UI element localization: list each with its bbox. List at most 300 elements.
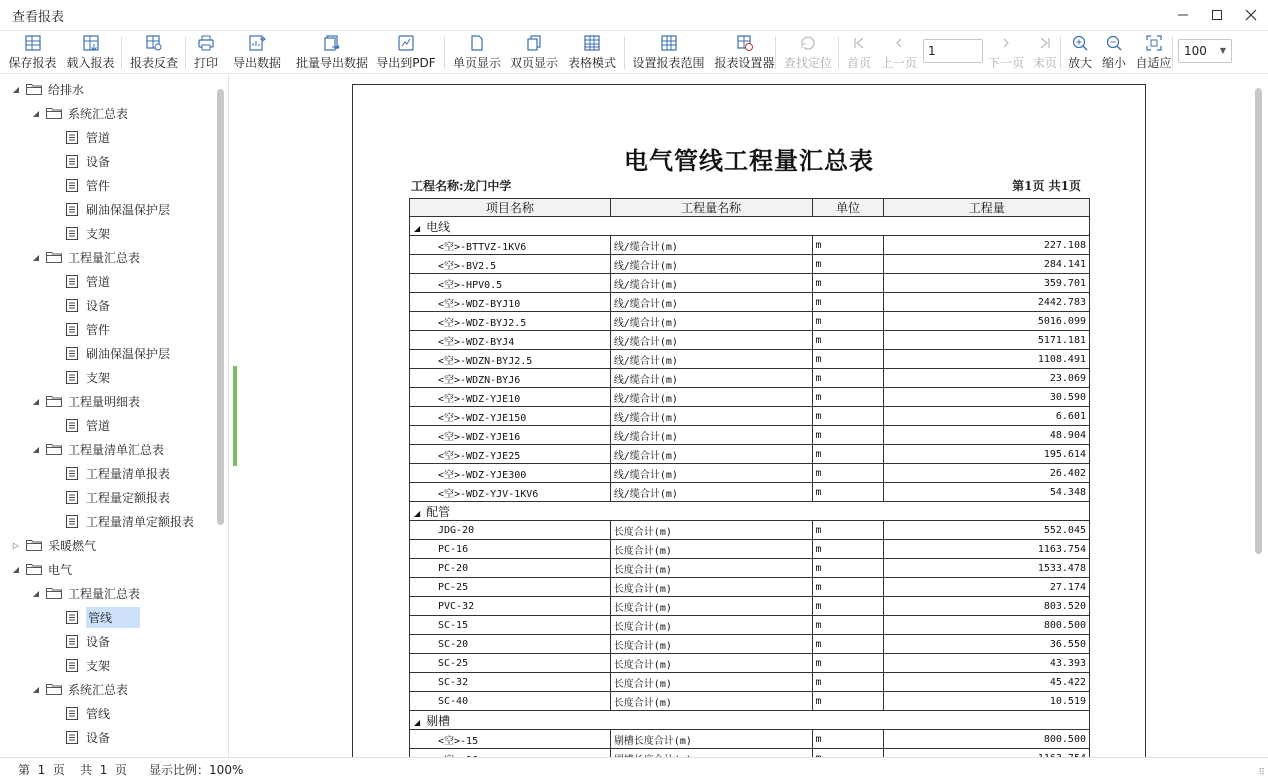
report-lookup-button[interactable]: [128, 33, 180, 73]
col-header-quantity-name: 工程量名称: [610, 199, 812, 217]
expanded-arrow-icon[interactable]: ◢: [32, 252, 40, 262]
tree-report-item[interactable]: [66, 366, 110, 388]
tree-item-label: 管件: [86, 322, 111, 337]
cell-unit: m: [812, 236, 884, 255]
report-row: [410, 483, 1090, 502]
tree-item-label: 工程量汇总表: [68, 586, 141, 601]
document-icon: [66, 659, 78, 672]
cell-item-name: <空>-BV2.5: [410, 255, 611, 274]
tree-item-label: 工程量明细表: [68, 394, 141, 409]
report-group-cell: [410, 502, 1090, 521]
last-page-icon: [1035, 33, 1055, 53]
cell-item-name: SC-40: [410, 692, 611, 711]
toolbar-button-label: 载入报表: [66, 56, 115, 70]
document-icon: [66, 731, 78, 744]
prev-page-button[interactable]: [880, 33, 918, 73]
toolbar-button-label: 导出到PDF: [376, 56, 436, 70]
cell-unit: m: [812, 445, 884, 464]
cell-item-name: <空>-WDZN-BYJ6: [410, 369, 611, 388]
print-icon: [196, 33, 216, 53]
cell-quantity: 1533.478: [884, 559, 1090, 578]
tree-report-item[interactable]: [66, 462, 170, 484]
tree-item-label: 工程量汇总表: [68, 250, 141, 265]
export-pdf-icon: [396, 33, 416, 53]
expanded-arrow-icon[interactable]: ◢: [12, 84, 20, 94]
cell-quantity: 48.904: [884, 426, 1090, 445]
cell-unit: m: [812, 730, 884, 749]
cell-item-name: <空>-WDZN-BYJ2.5: [410, 350, 611, 369]
cell-quantity: 5016.099: [884, 312, 1090, 331]
report-row: [410, 654, 1090, 673]
report-range-button[interactable]: [632, 33, 705, 73]
window-controls: [1166, 0, 1268, 30]
cell-item-name: <空>-WDZ-BYJ4: [410, 331, 611, 350]
toolbar-button-label: 双页显示: [509, 56, 558, 70]
cell-quantity: 43.393: [884, 654, 1090, 673]
toolbar-button-label: 保存报表: [8, 56, 57, 70]
cell-unit: m: [812, 255, 884, 274]
cell-quantity-name: 长度合计(m): [610, 616, 812, 635]
find-locate-icon: [798, 33, 818, 53]
cell-quantity-name: 线/缆合计(m): [610, 255, 812, 274]
toolbar-button-label: 查找定位: [783, 56, 832, 70]
status-zoom-ratio: 显示比例：100%: [149, 763, 244, 777]
save-report-button[interactable]: [8, 33, 57, 73]
status-page: 第 1 页 共 1 页: [18, 763, 128, 777]
cell-quantity-name: 剔槽长度合计(m): [610, 730, 812, 749]
cell-unit: m: [812, 331, 884, 350]
report-row: [410, 407, 1090, 426]
single-page-icon: [467, 33, 487, 53]
document-icon: [66, 179, 78, 192]
tree-item-label: 采暖燃气: [48, 538, 97, 553]
tree-item-label: 刷油保温保护层: [86, 202, 171, 217]
cell-quantity: 30.590: [884, 388, 1090, 407]
tree-folder[interactable]: [10, 534, 96, 556]
report-row: [410, 673, 1090, 692]
tree-item-label: 设备: [86, 298, 111, 313]
tree-item-label: 管道: [86, 418, 111, 433]
cell-quantity-name: 线/缆合计(m): [610, 293, 812, 312]
panel-splitter[interactable]: [233, 366, 237, 466]
expanded-arrow-icon[interactable]: ◢: [32, 588, 40, 598]
prev-page-icon: [889, 33, 909, 53]
cell-quantity: 23.069: [884, 369, 1090, 388]
report-page-info: 第1页 共1页: [1012, 179, 1081, 193]
document-icon: [66, 347, 78, 360]
folder-icon: [46, 683, 62, 695]
cell-quantity-name: 线/缆合计(m): [610, 274, 812, 293]
tree-folder[interactable]: [30, 582, 140, 604]
tree-item-label: 管道: [86, 130, 111, 145]
cell-quantity-name: 线/缆合计(m): [610, 369, 812, 388]
cell-item-name: <空>-WDZ-YJE150: [410, 407, 611, 426]
cell-quantity: 45.422: [884, 673, 1090, 692]
document-icon: [66, 203, 78, 216]
tree-report-item[interactable]: [66, 174, 110, 196]
cell-item-name: SC-32: [410, 673, 611, 692]
maximize-icon[interactable]: [1200, 0, 1234, 30]
cell-quantity-name: 长度合计(m): [610, 692, 812, 711]
tree-report-item[interactable]: [66, 150, 110, 172]
cell-item-name: PC-20: [410, 559, 611, 578]
report-row: [410, 559, 1090, 578]
cell-unit: m: [812, 673, 884, 692]
toolbar-button-label: 导出数据: [232, 56, 281, 70]
close-icon[interactable]: [1234, 0, 1268, 30]
document-icon: [66, 371, 78, 384]
folder-icon: [46, 251, 62, 263]
cell-unit: m: [812, 616, 884, 635]
col-header-quantity: 工程量: [884, 199, 1090, 217]
export-data-button[interactable]: [232, 33, 282, 73]
toolbar-button-label: 自适应: [1135, 56, 1172, 70]
tree-folder[interactable]: [30, 678, 128, 700]
single-page-button[interactable]: [452, 33, 502, 73]
cell-item-name: <空>-15: [410, 730, 611, 749]
group-collapse-icon[interactable]: ◢: [414, 717, 421, 727]
toolbar-button-label: 放大: [1067, 56, 1092, 70]
cell-unit: m: [812, 540, 884, 559]
cell-unit: m: [812, 654, 884, 673]
report-row: [410, 616, 1090, 635]
next-page-icon: [996, 33, 1016, 53]
document-icon: [66, 299, 78, 312]
group-collapse-icon[interactable]: ◢: [414, 508, 421, 518]
tree-item-label: 支架: [86, 226, 111, 241]
tree-report-item[interactable]: [66, 630, 110, 652]
tree-report-item[interactable]: [66, 702, 110, 724]
cell-quantity: 2442.783: [884, 293, 1090, 312]
tree-item-label: 工程量清单报表: [86, 466, 171, 481]
load-report-button[interactable]: [66, 33, 115, 73]
next-page-button[interactable]: [987, 33, 1025, 73]
tree-report-item[interactable]: [66, 294, 110, 316]
cell-unit: m: [812, 388, 884, 407]
cell-unit: m: [812, 483, 884, 502]
cell-unit: m: [812, 559, 884, 578]
collapsed-arrow-icon[interactable]: ▷: [12, 540, 20, 550]
report-group-row[interactable]: [410, 711, 1090, 730]
table-mode-icon: [582, 33, 602, 53]
report-settings-button[interactable]: [713, 33, 776, 73]
report-group-cell: [410, 711, 1090, 730]
cell-unit: m: [812, 464, 884, 483]
report-row: [410, 312, 1090, 331]
tree-item-label: 管线: [86, 706, 111, 721]
cell-item-name: <空>-HPV0.5: [410, 274, 611, 293]
tree-folder[interactable]: [30, 438, 164, 460]
expanded-arrow-icon[interactable]: ◢: [32, 108, 40, 118]
page-number-input[interactable]: [923, 39, 983, 63]
cell-quantity: 27.174: [884, 578, 1090, 597]
folder-icon: [46, 587, 62, 599]
document-icon: [66, 227, 78, 240]
cell-quantity-name: 长度合计(m): [610, 540, 812, 559]
toolbar-button-label: 末页: [1032, 56, 1057, 70]
expanded-arrow-icon[interactable]: ◢: [32, 444, 40, 454]
cell-unit: m: [812, 350, 884, 369]
cell-quantity: 5171.181: [884, 331, 1090, 350]
tree-report-item[interactable]: [66, 654, 110, 676]
batch-export-icon: [322, 33, 342, 53]
tree-item-label: 系统汇总表: [68, 106, 129, 121]
tree-item-label: 设备: [86, 154, 111, 169]
report-row: [410, 730, 1090, 749]
report-group-cell: [410, 217, 1090, 236]
cell-item-name: <空>-BTTVZ-1KV6: [410, 236, 611, 255]
batch-export-button[interactable]: [295, 33, 369, 73]
tree-item-label: 系统汇总表: [68, 682, 129, 697]
save-report-icon: [23, 33, 43, 53]
cell-item-name: SC-15: [410, 616, 611, 635]
document-icon: [66, 491, 78, 504]
report-range-icon: [659, 33, 679, 53]
cell-item-name: PC-16: [410, 540, 611, 559]
tree-report-item[interactable]: [66, 726, 110, 748]
cell-item-name: JDG-20: [410, 521, 611, 540]
cell-unit: m: [812, 635, 884, 654]
report-row: [410, 464, 1090, 483]
tree-report-item[interactable]: [66, 198, 170, 220]
group-collapse-icon[interactable]: ◢: [414, 223, 421, 233]
cell-unit: m: [812, 521, 884, 540]
report-row: [410, 255, 1090, 274]
cell-item-name: <空>-WDZ-YJE25: [410, 445, 611, 464]
tree-folder[interactable]: [10, 558, 72, 580]
cell-quantity: 800.500: [884, 616, 1090, 635]
tree-folder[interactable]: [30, 102, 128, 124]
report-row: [410, 331, 1090, 350]
cell-quantity: 54.348: [884, 483, 1090, 502]
report-group-name: 电线: [426, 219, 451, 234]
cell-quantity-name: 线/缆合计(m): [610, 464, 812, 483]
cell-unit: m: [812, 274, 884, 293]
tree-folder[interactable]: [10, 78, 84, 100]
zoom-out-icon: [1104, 33, 1124, 53]
toolbar-separator: [838, 37, 839, 69]
tree-report-item[interactable]: [66, 222, 110, 244]
zoom-in-button[interactable]: [1067, 33, 1093, 73]
report-page: [352, 84, 1146, 774]
tree-item-label: 设备: [86, 634, 111, 649]
cell-item-name: <空>-WDZ-BYJ10: [410, 293, 611, 312]
cell-quantity: 800.500: [884, 730, 1090, 749]
cell-quantity-name: 长度合计(m): [610, 578, 812, 597]
cell-quantity: 195.614: [884, 445, 1090, 464]
report-scrollbar[interactable]: [1255, 88, 1262, 554]
report-row: [410, 521, 1090, 540]
toolbar-button-label: 报表反查: [129, 56, 178, 70]
tree-report-item[interactable]: [66, 606, 140, 628]
double-page-icon: [524, 33, 544, 53]
cell-quantity: 26.402: [884, 464, 1090, 483]
report-row: [410, 274, 1090, 293]
report-group-row[interactable]: [410, 217, 1090, 236]
double-page-button[interactable]: [509, 33, 559, 73]
cell-quantity-name: 长度合计(m): [610, 673, 812, 692]
cell-quantity: 6.601: [884, 407, 1090, 426]
cell-quantity-name: 长度合计(m): [610, 521, 812, 540]
tree-report-item[interactable]: [66, 486, 170, 508]
cell-quantity: 10.519: [884, 692, 1090, 711]
minimize-icon[interactable]: [1166, 0, 1200, 30]
toolbar-button-label: 缩小: [1101, 56, 1126, 70]
tree-item-label: 刷油保温保护层: [86, 346, 171, 361]
tree-report-item[interactable]: [66, 342, 170, 364]
load-report-icon: [81, 33, 101, 53]
first-page-button[interactable]: [846, 33, 872, 73]
export-pdf-button[interactable]: [376, 33, 436, 73]
toolbar-button-label: 设置报表范围: [632, 56, 705, 70]
resize-grip-icon[interactable]: ⠿: [1258, 768, 1264, 778]
tree-item-label: 管线: [86, 607, 140, 628]
cell-quantity-name: 长度合计(m): [610, 597, 812, 616]
tree-report-item[interactable]: [66, 126, 110, 148]
print-button[interactable]: [193, 33, 219, 73]
document-icon: [66, 467, 78, 480]
cell-quantity-name: 线/缆合计(m): [610, 331, 812, 350]
document-icon: [66, 419, 78, 432]
cell-quantity-name: 长度合计(m): [610, 559, 812, 578]
cell-quantity: 227.108: [884, 236, 1090, 255]
report-row: [410, 578, 1090, 597]
window-title: 查看报表: [12, 9, 65, 25]
tree-item-label: 管道: [86, 274, 111, 289]
cell-quantity-name: 线/缆合计(m): [610, 483, 812, 502]
cell-item-name: PC-25: [410, 578, 611, 597]
expanded-arrow-icon[interactable]: ◢: [32, 396, 40, 406]
tree-item-label: 管件: [86, 178, 111, 193]
cell-unit: m: [812, 293, 884, 312]
folder-icon: [26, 563, 42, 575]
cell-unit: m: [812, 578, 884, 597]
document-icon: [66, 635, 78, 648]
report-row: [410, 293, 1090, 312]
title-bar: [0, 0, 1268, 30]
zoom-out-button[interactable]: [1101, 33, 1127, 73]
tree-report-item[interactable]: [66, 510, 194, 532]
report-row: [410, 426, 1090, 445]
folder-icon: [26, 83, 42, 95]
toolbar-button-label: 表格模式: [567, 56, 616, 70]
toolbar-button-label: 上一页: [880, 56, 917, 70]
report-settings-icon: [735, 33, 755, 53]
tree-folder[interactable]: [30, 246, 140, 268]
cell-quantity: 36.550: [884, 635, 1090, 654]
document-icon: [66, 131, 78, 144]
report-group-name: 剔槽: [426, 713, 451, 728]
toolbar-button-label: 批量导出数据: [295, 56, 368, 70]
toolbar-separator: [121, 37, 122, 69]
cell-quantity-name: 线/缆合计(m): [610, 350, 812, 369]
toolbar-separator: [1060, 37, 1061, 69]
tree-item-label: 工程量清单汇总表: [68, 442, 165, 457]
report-tree-panel: [0, 75, 229, 757]
toolbar-separator: [444, 37, 445, 69]
tree-item-label: 工程量清单定额报表: [86, 514, 195, 529]
cell-unit: m: [812, 312, 884, 331]
folder-icon: [26, 539, 42, 551]
sidebar-scrollbar[interactable]: [217, 89, 224, 525]
report-group-name: 配管: [426, 504, 451, 519]
last-page-button[interactable]: [1032, 33, 1058, 73]
cell-quantity-name: 线/缆合计(m): [610, 426, 812, 445]
tree-report-item[interactable]: [66, 270, 110, 292]
cell-quantity-name: 线/缆合计(m): [610, 407, 812, 426]
document-icon: [66, 155, 78, 168]
zoom-in-icon: [1070, 33, 1090, 53]
toolbar-button-label: 首页: [846, 56, 871, 70]
cell-item-name: <空>-WDZ-YJE10: [410, 388, 611, 407]
zoom-select[interactable]: [1178, 39, 1232, 63]
toolbar-button-label: 下一页: [987, 56, 1024, 70]
chevron-down-icon: ▼: [1219, 46, 1226, 55]
cell-item-name: SC-20: [410, 635, 611, 654]
toolbar-separator: [1172, 37, 1173, 69]
toolbar-separator: [185, 37, 186, 69]
tree-item-label: 给排水: [48, 82, 85, 97]
expanded-arrow-icon[interactable]: ◢: [12, 564, 20, 574]
report-row: [410, 236, 1090, 255]
report-row: [410, 388, 1090, 407]
report-row: [410, 350, 1090, 369]
report-table: [409, 198, 1090, 768]
tree-report-item[interactable]: [66, 414, 110, 436]
document-icon: [66, 515, 78, 528]
cell-unit: m: [812, 369, 884, 388]
cell-unit: m: [812, 597, 884, 616]
cell-quantity: 359.701: [884, 274, 1090, 293]
cell-quantity: 803.520: [884, 597, 1090, 616]
folder-icon: [46, 443, 62, 455]
toolbar-button-label: 单页显示: [452, 56, 501, 70]
expanded-arrow-icon[interactable]: ◢: [32, 684, 40, 694]
document-icon: [66, 611, 78, 624]
cell-item-name: <空>-WDZ-YJV-1KV6: [410, 483, 611, 502]
fit-icon: [1144, 33, 1164, 53]
table-mode-button[interactable]: [567, 33, 617, 73]
cell-quantity-name: 线/缆合计(m): [610, 312, 812, 331]
cell-item-name: <空>-WDZ-YJE16: [410, 426, 611, 445]
toolbar-button-label: 报表设置器: [714, 56, 775, 70]
cell-quantity: 1108.491: [884, 350, 1090, 369]
fit-button[interactable]: [1135, 33, 1172, 73]
document-icon: [66, 323, 78, 336]
cell-item-name: PVC-32: [410, 597, 611, 616]
tree-report-item[interactable]: [66, 318, 110, 340]
zoom-value: 100: [1184, 44, 1207, 58]
report-row: [410, 369, 1090, 388]
col-header-item: 项目名称: [410, 199, 611, 217]
tree-item-label: 工程量定额报表: [86, 490, 171, 505]
tree-item-label: 支架: [86, 658, 111, 673]
report-group-row[interactable]: [410, 502, 1090, 521]
cell-item-name: <空>-WDZ-BYJ2.5: [410, 312, 611, 331]
find-locate-button[interactable]: [782, 33, 834, 73]
report-header-row: [410, 199, 1090, 217]
first-page-icon: [849, 33, 869, 53]
report-row: [410, 635, 1090, 654]
report-row: [410, 597, 1090, 616]
export-data-icon: [247, 33, 267, 53]
tree-folder[interactable]: [30, 390, 140, 412]
cell-quantity-name: 线/缆合计(m): [610, 236, 812, 255]
document-icon: [66, 275, 78, 288]
cell-item-name: <空>-WDZ-YJE300: [410, 464, 611, 483]
report-row: [410, 692, 1090, 711]
status-bar: [0, 757, 1268, 781]
